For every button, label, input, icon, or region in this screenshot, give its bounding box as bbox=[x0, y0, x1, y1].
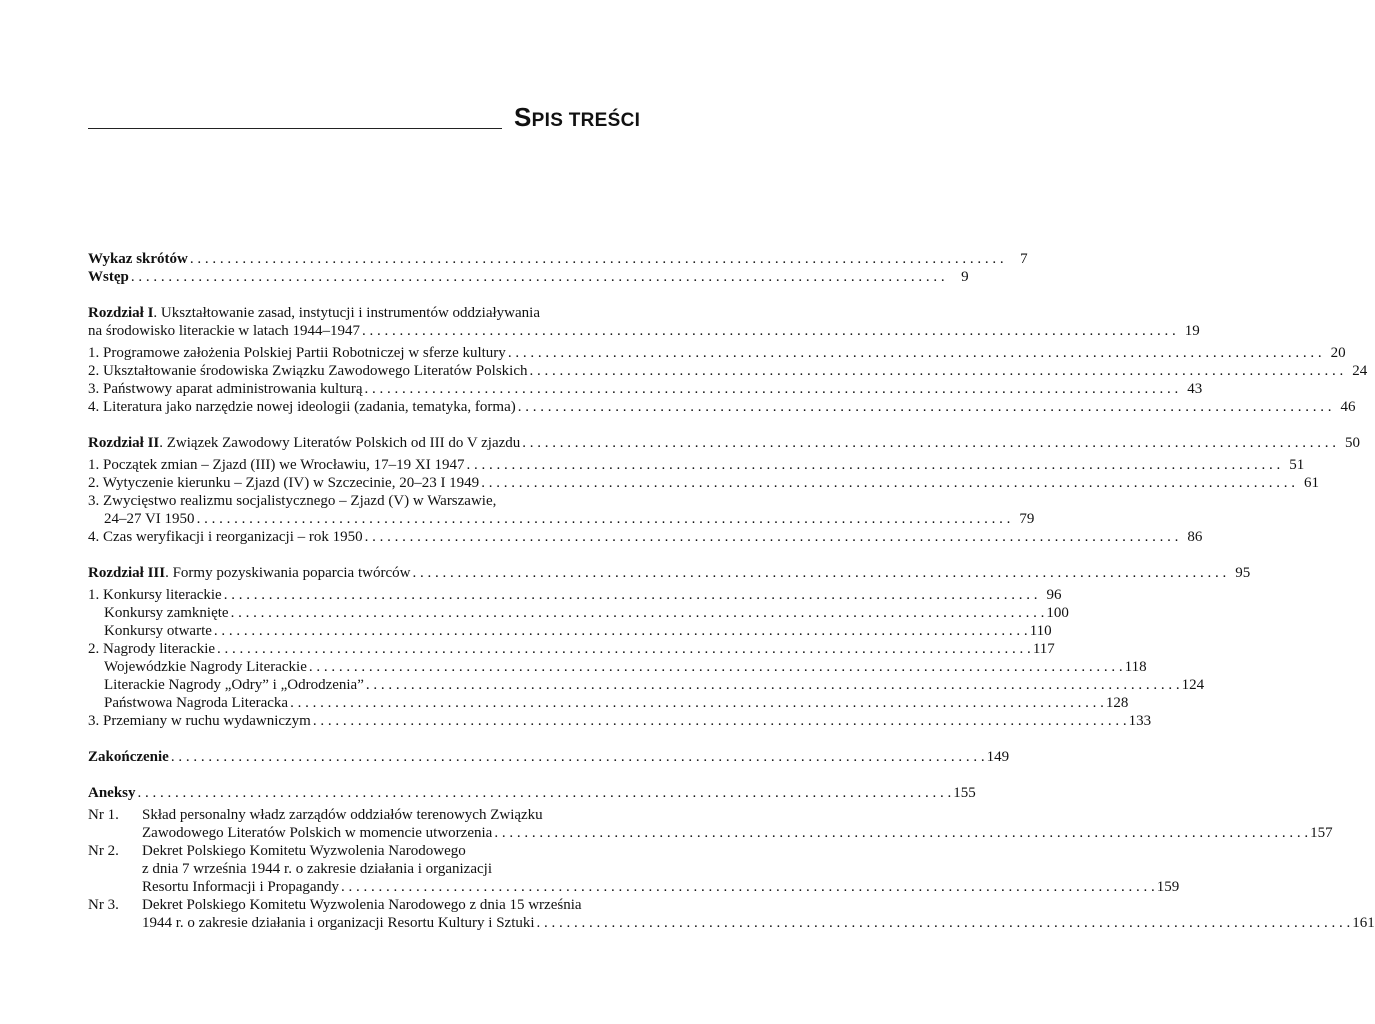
toc-page-number: 100 bbox=[1046, 605, 1069, 621]
dot-leader bbox=[494, 824, 1308, 842]
toc-entry[interactable] bbox=[88, 362, 1368, 380]
toc-page-number: 86 bbox=[1187, 529, 1203, 545]
toc-entry[interactable] bbox=[88, 380, 1203, 398]
toc-entry-wykaz[interactable] bbox=[88, 250, 1028, 268]
toc-subentry[interactable] bbox=[88, 622, 1052, 640]
chapter-1-heading-line1[interactable] bbox=[88, 304, 630, 322]
toc-page-number: 159 bbox=[1156, 879, 1180, 895]
toc-entry-label: 24–27 VI 1950 bbox=[104, 511, 195, 527]
dot-leader bbox=[197, 510, 1011, 528]
dot-leader bbox=[467, 456, 1281, 474]
toc-entry-label: 3. Państwowy aparat administrowania kulturą bbox=[88, 381, 363, 397]
toc-page-number: 50 bbox=[1345, 435, 1361, 451]
toc-page-number: 20 bbox=[1330, 345, 1346, 361]
dot-leader bbox=[537, 914, 1351, 932]
toc-page-number: 7 bbox=[1020, 251, 1028, 267]
chapter-1-heading-line2[interactable] bbox=[88, 322, 1200, 340]
toc-page-number: 110 bbox=[1029, 623, 1052, 639]
toc-entry[interactable] bbox=[88, 398, 1356, 416]
toc-page-number: 95 bbox=[1235, 565, 1251, 581]
toc-entry-label: Konkursy otwarte bbox=[104, 623, 212, 639]
page-title: SPIS TREŚCI bbox=[514, 102, 641, 132]
toc-page-number: 155 bbox=[953, 785, 976, 801]
dot-leader bbox=[231, 604, 1045, 622]
toc-subentry[interactable] bbox=[88, 694, 1129, 712]
toc-entry-label: 1. Programowe założenia Polskiej Partii Robotniczej w sferze kultury bbox=[88, 345, 506, 361]
annex-title-cont: Zawodowego Literatów Polskich w momencie utworzenia bbox=[142, 825, 493, 841]
toc-entry-label: 4. Czas weryfikacji i reorganizacji – rok 1950 bbox=[88, 529, 363, 545]
toc-page-number: 161 bbox=[1352, 915, 1375, 931]
chapter-2-title: . Związek Zawodowy Literatów Polskich od III do V zjazdu bbox=[159, 435, 521, 451]
dot-leader bbox=[224, 586, 1038, 604]
toc-page-number: 124 bbox=[1181, 677, 1205, 693]
annex-number: Nr 3. bbox=[88, 897, 119, 913]
toc-entry[interactable] bbox=[88, 586, 1062, 604]
toc-entry-label: 1. Początek zmian – Zjazd (III) we Wrocławiu, 17–19 XI 1947 bbox=[88, 457, 465, 473]
toc-entry-label: 2. Wytyczenie kierunku – Zjazd (IV) w Szczecinie, 20–23 I 1949 bbox=[88, 475, 480, 491]
annex-entry[interactable] bbox=[88, 842, 1180, 896]
toc-page-number: 43 bbox=[1187, 381, 1203, 397]
toc-page-number: 133 bbox=[1128, 713, 1152, 729]
dot-leader bbox=[522, 434, 1336, 452]
toc-page-number: 46 bbox=[1340, 399, 1356, 415]
toc-entry-label: Wojewódzkie Nagrody Literackie bbox=[104, 659, 307, 675]
chapter-1-title-cont: na środowisko literackie w latach 1944–1947 bbox=[88, 323, 361, 339]
toc-page-number: 9 bbox=[961, 269, 969, 285]
toc-page-number: 19 bbox=[1184, 323, 1200, 339]
toc-subentry[interactable] bbox=[88, 604, 1069, 622]
toc-subentry[interactable] bbox=[88, 658, 1147, 676]
dot-leader bbox=[529, 362, 1343, 380]
dot-leader bbox=[138, 784, 952, 802]
toc-page-number: 96 bbox=[1046, 587, 1062, 603]
dot-leader bbox=[366, 676, 1180, 694]
dot-leader bbox=[190, 250, 1004, 268]
dot-leader bbox=[131, 268, 945, 286]
toc-page-number: 118 bbox=[1124, 659, 1147, 675]
dot-leader bbox=[362, 322, 1176, 340]
dot-leader bbox=[365, 528, 1179, 546]
dot-leader bbox=[309, 658, 1123, 676]
toc-page-number: 117 bbox=[1032, 641, 1055, 657]
toc-entry-label: 2. Ukształtowanie środowiska Związku Zawodowego Literatów Polskich bbox=[88, 363, 528, 379]
toc-page-number: 79 bbox=[1019, 511, 1035, 527]
dot-leader bbox=[412, 564, 1226, 582]
toc-entry-label: Wstęp bbox=[88, 269, 129, 285]
dot-leader bbox=[365, 380, 1179, 398]
toc-page-number: 128 bbox=[1105, 695, 1129, 711]
toc-entry-wstep[interactable] bbox=[88, 268, 969, 286]
dot-leader bbox=[217, 640, 1031, 658]
toc-entry-zakonczenie[interactable] bbox=[88, 748, 1010, 766]
annex-title: Dekret Polskiego Komitetu Wyzwolenia Narodowego z dnia 15 września bbox=[142, 897, 582, 913]
dot-leader bbox=[290, 694, 1104, 712]
dot-leader bbox=[508, 344, 1322, 362]
annex-title-cont: z dnia 7 września 1944 r. o zakresie działania i organizacji bbox=[142, 861, 492, 877]
toc-page-number: 51 bbox=[1289, 457, 1305, 473]
toc-entry[interactable] bbox=[88, 528, 1203, 546]
table-of-contents bbox=[88, 250, 1375, 932]
annex-number: Nr 2. bbox=[88, 843, 119, 859]
toc-entry-label: Państwowa Nagroda Literacka bbox=[104, 695, 289, 711]
header-rule bbox=[88, 128, 502, 129]
annex-title: Skład personalny władz zarządów oddziałów terenowych Związku bbox=[142, 807, 543, 823]
toc-entry-label: 3. Przemiany w ruchu wydawniczym bbox=[88, 713, 311, 729]
annex-entry[interactable] bbox=[88, 896, 1375, 932]
toc-entry-label: 2. Nagrody literackie bbox=[88, 641, 216, 657]
dot-leader bbox=[518, 398, 1332, 416]
toc-entry[interactable] bbox=[88, 344, 1346, 362]
toc-entry-label: Literackie Nagrody „Odry” i „Odrodzenia” bbox=[104, 677, 364, 693]
chapter-1-number: Rozdział I bbox=[88, 305, 154, 321]
toc-subentry[interactable] bbox=[88, 676, 1205, 694]
toc-entry[interactable] bbox=[88, 640, 1055, 658]
annex-title-cont: Resortu Informacji i Propagandy bbox=[142, 879, 340, 895]
chapter-2-heading[interactable] bbox=[88, 434, 1361, 452]
toc-entry-label: Konkursy zamknięte bbox=[104, 605, 229, 621]
toc-page-number: 157 bbox=[1310, 825, 1333, 841]
dot-leader bbox=[171, 748, 985, 766]
annex-entry[interactable] bbox=[88, 806, 1333, 842]
toc-entry[interactable] bbox=[88, 456, 1305, 474]
chapter-3-number: Rozdział III bbox=[88, 565, 166, 581]
chapter-2-number: Rozdział II bbox=[88, 435, 160, 451]
toc-entry[interactable] bbox=[88, 474, 1319, 492]
annex-number: Nr 1. bbox=[88, 807, 119, 823]
toc-entry-label: Aneksy bbox=[88, 785, 136, 801]
toc-entry-aneksy[interactable] bbox=[88, 784, 976, 802]
toc-entry-label: 3. Zwycięstwo realizmu socjalistycznego – Zjazd (V) w Warszawie, bbox=[88, 493, 497, 509]
toc-entry-label: 4. Literatura jako narzędzie nowej ideologii (zadania, tematyka, forma) bbox=[88, 399, 516, 415]
annex-title-cont: 1944 r. o zakresie działania i organizacji Resortu Kultury i Sztuki bbox=[142, 915, 535, 931]
toc-page-number: 24 bbox=[1352, 363, 1368, 379]
toc-entry[interactable] bbox=[88, 712, 1152, 730]
chapter-3-title: . Formy pozyskiwania poparcia twórców bbox=[165, 565, 411, 581]
toc-entry-cont[interactable] bbox=[88, 510, 1035, 528]
toc-entry-multiline[interactable] bbox=[88, 492, 630, 510]
toc-entry-label: Wykaz skrótów bbox=[88, 251, 188, 267]
toc-page-number: 149 bbox=[986, 749, 1010, 765]
dot-leader bbox=[341, 878, 1155, 896]
toc-page-number: 61 bbox=[1303, 475, 1319, 491]
toc-entry-label: 1. Konkursy literackie bbox=[88, 587, 222, 603]
dot-leader bbox=[313, 712, 1127, 730]
chapter-3-heading[interactable] bbox=[88, 564, 1251, 582]
annex-title: Dekret Polskiego Komitetu Wyzwolenia Narodowego bbox=[142, 843, 466, 859]
dot-leader bbox=[481, 474, 1295, 492]
dot-leader bbox=[214, 622, 1028, 640]
toc-entry-label: Zakończenie bbox=[88, 749, 169, 765]
chapter-1-title: . Ukształtowanie zasad, instytucji i instrumentów oddziaływania bbox=[153, 305, 540, 321]
